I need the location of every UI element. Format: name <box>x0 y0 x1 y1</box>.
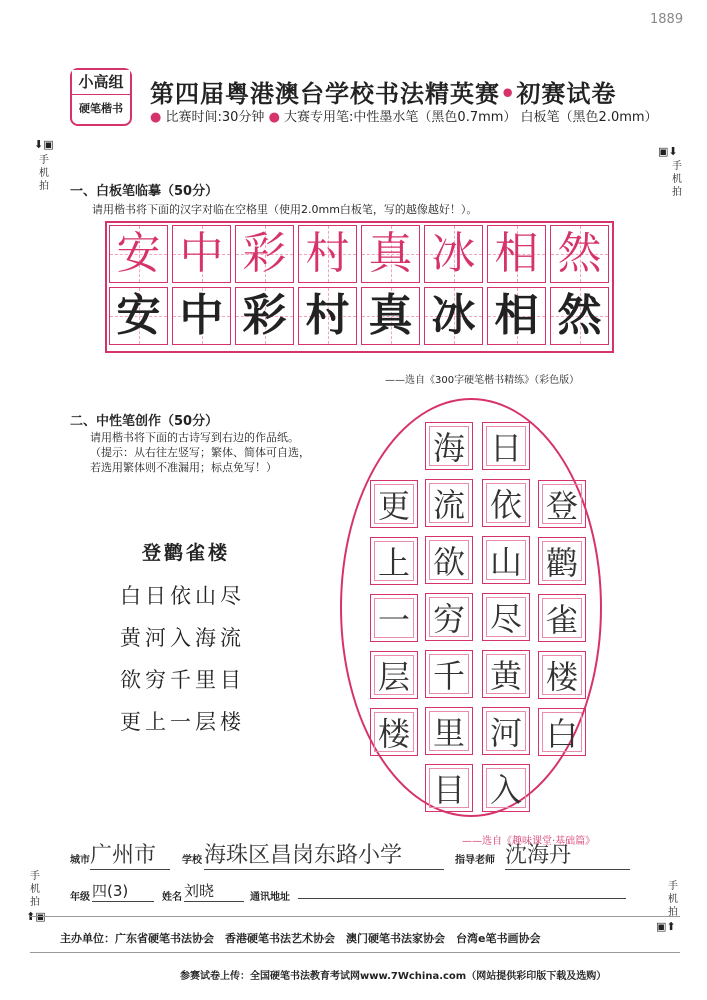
model-char-cell <box>361 225 420 283</box>
model-char-cell <box>235 225 294 283</box>
handwritten-character: 千 <box>432 657 465 695</box>
instruction-line: （提示：从右往左竖写；繁体、简体可自选， <box>90 446 310 459</box>
copy-char-cell <box>550 287 609 345</box>
grid-character: 然 <box>557 290 602 341</box>
title-dot: • <box>500 79 517 108</box>
work-cell <box>482 536 530 584</box>
handwritten-character: 山 <box>489 543 522 581</box>
model-char-cell <box>550 225 609 283</box>
handwritten-character: 河 <box>489 714 522 752</box>
title-suffix: 初赛试卷 <box>516 79 617 108</box>
work-cell <box>538 651 586 699</box>
bullet-icon: ● <box>150 110 162 125</box>
grid-character: 真 <box>368 228 413 279</box>
work-cell <box>425 536 473 584</box>
badge-group-label: 小高组 <box>72 70 130 95</box>
work-cell <box>425 764 473 812</box>
handwritten-character: 楼 <box>377 715 410 753</box>
page-title <box>150 74 616 109</box>
poem-line: 白日依山尽 <box>120 584 245 608</box>
section1-credit: ——选自《300字硬笔楷书精练》（彩色版） <box>385 375 580 386</box>
camera-arrow-icon: ▣⬇ <box>658 145 678 158</box>
work-cell <box>538 537 586 585</box>
work-cell <box>425 650 473 698</box>
handwritten-character: 黄 <box>489 657 522 695</box>
model-char-cell <box>172 225 231 283</box>
work-cell <box>482 764 530 812</box>
group-badge <box>70 68 132 126</box>
work-cell <box>482 593 530 641</box>
work-cell <box>370 594 418 642</box>
poem-line: 更上一层楼 <box>120 710 245 734</box>
grid-character: 村 <box>305 290 350 341</box>
work-cell <box>538 480 586 528</box>
grid-character: 村 <box>305 228 350 279</box>
handwritten-character: 穷 <box>432 600 465 638</box>
work-cell <box>370 537 418 585</box>
model-char-cell <box>298 225 357 283</box>
school-field[interactable]: 海珠区昌岗东路小学 <box>204 838 444 870</box>
city-label: 城市 <box>70 855 90 866</box>
handwritten-character: 日 <box>489 429 522 467</box>
poem-line: 欲穷千里目 <box>120 668 245 692</box>
camera-arrow-icon: ▣⬆ <box>656 920 676 933</box>
section2-credit: ——选自《趣味课堂·基础篇》 <box>462 836 596 847</box>
copy-char-cell <box>487 287 546 345</box>
subtitle-time: 比赛时间:30分钟 <box>165 110 265 125</box>
handwritten-character: 楼 <box>545 658 578 696</box>
section1-heading: 一、白板笔临摹（50分） <box>70 184 219 199</box>
copy-char-cell <box>298 287 357 345</box>
teacher-field[interactable]: 沈海丹 <box>505 838 630 870</box>
grade-label: 年级 <box>70 892 90 903</box>
badge-style-label: 硬笔楷书 <box>79 102 123 115</box>
model-char-cell <box>487 225 546 283</box>
work-cell <box>538 594 586 642</box>
work-cell <box>370 708 418 756</box>
grid-character: 中 <box>179 290 224 341</box>
work-cell <box>425 479 473 527</box>
work-cell <box>425 707 473 755</box>
city-field[interactable]: 广州市 <box>90 838 170 870</box>
subtitle <box>150 106 658 125</box>
handwritten-character: 里 <box>432 714 465 752</box>
model-char-cell <box>109 225 168 283</box>
work-cell <box>425 593 473 641</box>
section2-instruction <box>90 430 310 475</box>
work-cell <box>482 479 530 527</box>
grid-character: 相 <box>494 290 539 341</box>
work-cell <box>538 708 586 756</box>
work-cell <box>482 707 530 755</box>
title-main: 第四届粤港澳台学校书法精英赛 <box>150 79 500 108</box>
grid-character: 相 <box>494 228 539 279</box>
poem-line: 黄河入海流 <box>120 626 245 650</box>
side-text-left-bottom: 手机拍 <box>30 871 40 908</box>
handwritten-character: 海 <box>432 429 465 467</box>
grid-character: 冰 <box>431 290 476 341</box>
copy-char-cell <box>235 287 294 345</box>
instruction-line: 请用楷书将下面的古诗写到右边的作品纸。 <box>90 431 299 444</box>
arrow-camera-icon: ⬇▣ <box>34 138 54 151</box>
section2-heading: 二、中性笔创作（50分） <box>70 414 219 429</box>
handwritten-character: 依 <box>489 486 522 524</box>
side-text-right-bottom: 手机拍 <box>668 881 678 918</box>
subtitle-pens: 大赛专用笔:中性墨水笔（黑色0.7mm） 白板笔（黑色2.0mm） <box>284 110 658 125</box>
grid-character: 真 <box>368 290 413 341</box>
handwritten-character: 雀 <box>545 601 578 639</box>
divider <box>30 952 680 953</box>
copy-char-cell <box>172 287 231 345</box>
work-cell <box>370 651 418 699</box>
work-cell <box>482 650 530 698</box>
handwritten-character: 一 <box>377 601 410 639</box>
grid-character: 中 <box>179 228 224 279</box>
handwritten-character: 登 <box>545 487 578 525</box>
grid-character: 彩 <box>242 228 287 279</box>
handwritten-character: 鹳 <box>545 544 578 582</box>
side-text-right-top: 手机拍 <box>672 161 682 198</box>
grid-character: 安 <box>116 228 161 279</box>
handwritten-character: 目 <box>432 771 465 809</box>
name-label: 姓名 <box>162 892 182 903</box>
arrow-camera-icon: ⬆▣ <box>26 910 46 923</box>
side-text-left-top: 手机拍 <box>39 155 49 192</box>
grid-character: 彩 <box>242 290 287 341</box>
handwritten-character: 上 <box>377 544 410 582</box>
poem-title: 登鹳雀楼 <box>142 542 231 564</box>
address-field[interactable] <box>298 880 626 899</box>
grid-character: 冰 <box>431 228 476 279</box>
handwritten-character: 欲 <box>432 543 465 581</box>
handwritten-character: 入 <box>489 771 522 809</box>
handwritten-character: 尽 <box>489 600 522 638</box>
grid-character: 安 <box>116 290 161 341</box>
bullet-icon: ● <box>268 110 280 125</box>
copy-char-cell <box>109 287 168 345</box>
grade-field[interactable]: 四(3) <box>92 880 154 902</box>
work-cell <box>482 422 530 470</box>
handwritten-character: 更 <box>377 487 410 525</box>
teacher-label: 指导老师 <box>455 855 495 866</box>
handwritten-character: 流 <box>432 486 465 524</box>
section1-instruction: 请用楷书将下面的汉字对临在空格里（使用2.0mm白板笔，写的越像越好！）。 <box>92 203 478 216</box>
address-label: 通讯地址 <box>250 892 290 903</box>
school-label: 学校 <box>182 855 202 866</box>
copy-grid <box>105 221 614 353</box>
copy-char-cell <box>361 287 420 345</box>
organizers-line: 主办单位：广东省硬笔书法协会 香港硬笔书法艺术协会 澳门硬笔书法家协会 台湾e笔书画协会 <box>60 932 541 945</box>
grid-character: 然 <box>557 228 602 279</box>
instruction-line: 若选用繁体则不准漏用；标点免写！） <box>90 461 277 474</box>
upload-line: 参赛试卷上传：全国硬笔书法教育考试网www.7Wchina.com（网站提供彩印版下载及选购） <box>180 971 607 982</box>
work-cell <box>370 480 418 528</box>
copy-char-cell <box>424 287 483 345</box>
handwritten-character: 白 <box>545 715 578 753</box>
work-cell <box>425 422 473 470</box>
divider <box>30 916 680 917</box>
name-field[interactable]: 刘晓 <box>184 880 244 902</box>
corner-number: 1889 <box>650 12 684 27</box>
handwritten-character: 层 <box>377 658 410 696</box>
model-char-cell <box>424 225 483 283</box>
